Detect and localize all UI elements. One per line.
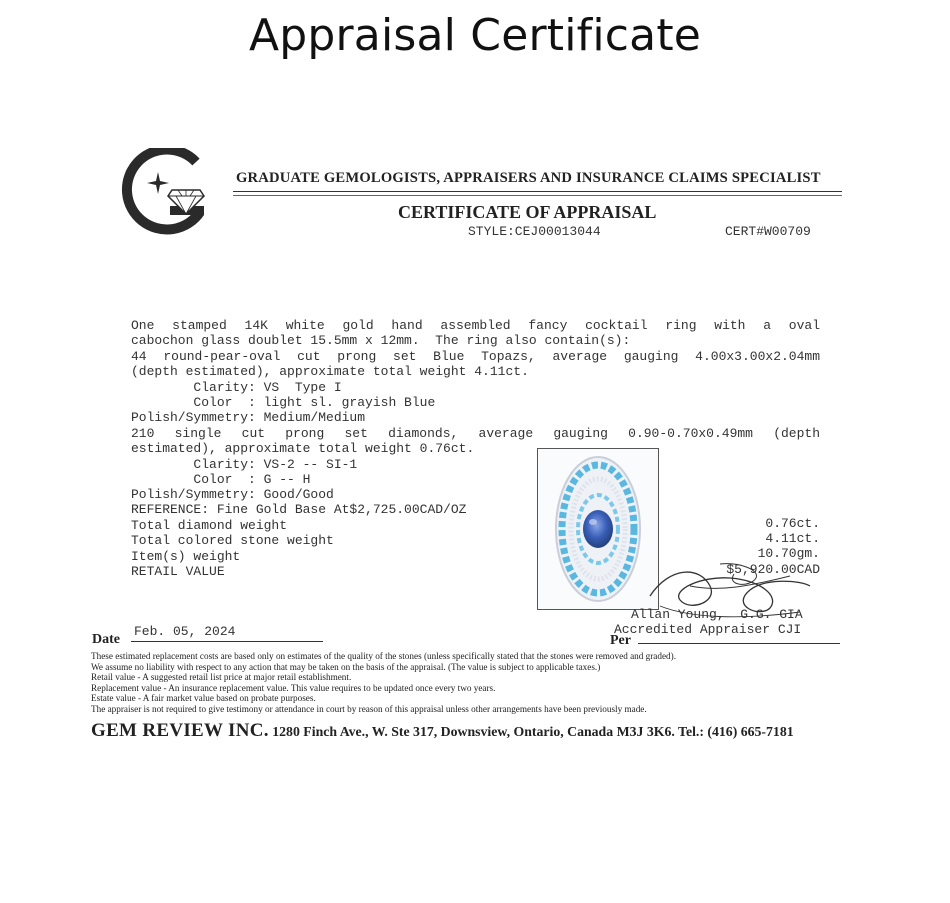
intro-line-2: cabochon glass doublet 15.5mm x 12mm. The ring also contain(s): [131,333,631,348]
company-name: GEM REVIEW INC. [91,720,269,741]
intro-line-1: One stamped 14K white gold hand assembled fancy cocktail ring with a oval [131,318,820,333]
header-rule-thin [233,195,842,196]
diamond-line-2: estimated), approximate total weight 0.76ct. [131,441,475,456]
diamond-polish: Polish/Symmetry: Good/Good [131,487,334,502]
date-underline [131,641,323,642]
disclaimer-line: We assume no liability with respect to any action that may be taken on the basis of the appraisal. (The value is subject to applicable taxes.) [91,661,601,672]
summary-value-weight: 10.70gm. [757,546,820,561]
summary-value-diamond: 0.76ct. [765,516,820,531]
diamond-line-1: 210 single cut prong set diamonds, average gauging 0.90-0.70x0.49mm (depth [131,426,820,441]
certificate-number: CERT#W00709 [725,224,811,239]
company-address: 1280 Finch Ave., W. Ste 317, Downsview, Ontario, Canada M3J 3K6. Tel.: (416) 665-7181 [268,724,794,739]
footer [91,720,794,742]
topaz-clarity: Clarity: VS Type I [131,380,342,395]
disclaimer-line: Retail value - A suggested retail list price at major retail establishment. [91,672,352,682]
topaz-line-1: 44 round-pear-oval cut prong set Blue Topazs, average gauging 4.00x3.00x2.04mm [131,349,820,364]
disclaimer-line: Replacement value - An insurance replacement value. This value requires to be updated once every two years. [91,682,496,693]
diamond-clarity: Clarity: VS-2 -- SI-1 [131,457,358,472]
diamond-color: Color : G -- H [131,472,311,487]
summary-label-weight: Item(s) weight [131,549,241,564]
disclaimer-line: Estate value - A fair market value based on probate purposes. [91,693,316,703]
style-number: STYLE:CEJ00013044 [468,224,601,239]
appraiser-title: Accredited Appraiser CJI [614,622,802,637]
certificate-heading: CERTIFICATE OF APPRAISAL [398,202,657,222]
summary-value-retail: $5,920.00CAD [726,562,820,577]
gemologist-logo-icon [118,148,210,240]
disclaimer-line: The appraiser is not required to give testimony or attendance in court by reason of this appraisal unless other arrangements have been previously made. [91,703,647,714]
topaz-line-2: (depth estimated), approximate total weight 4.11ct. [131,364,529,379]
summary-value-colored: 4.11ct. [765,531,820,546]
page-title: Appraisal Certificate [248,10,702,61]
summary-label-retail: RETAIL VALUE [131,564,225,579]
per-label: Per [610,633,631,648]
disclaimer [91,651,851,714]
organization-name: GRADUATE GEMOLOGISTS, APPRAISERS AND INSURANCE CLAIMS SPECIALIST [236,170,821,186]
topaz-color: Color : light sl. grayish Blue [131,395,436,410]
topaz-polish: Polish/Symmetry: Medium/Medium [131,410,366,425]
disclaimer-line: These estimated replacement costs are based only on estimates of the quality of the stones (unless specifically stated that the stones were removed and graded). [91,651,676,661]
summary-label-diamond: Total diamond weight [131,518,288,533]
gold-reference: REFERENCE: Fine Gold Base At$2,725.00CAD/OZ [131,502,467,517]
date-value: Feb. 05, 2024 [134,624,236,639]
summary-label-colored: Total colored stone weight [131,533,334,548]
header-rule [233,191,842,192]
date-label: Date [92,632,120,647]
per-underline [638,643,840,644]
appraiser-name: Allan Young, G.G. GIA [631,607,803,622]
